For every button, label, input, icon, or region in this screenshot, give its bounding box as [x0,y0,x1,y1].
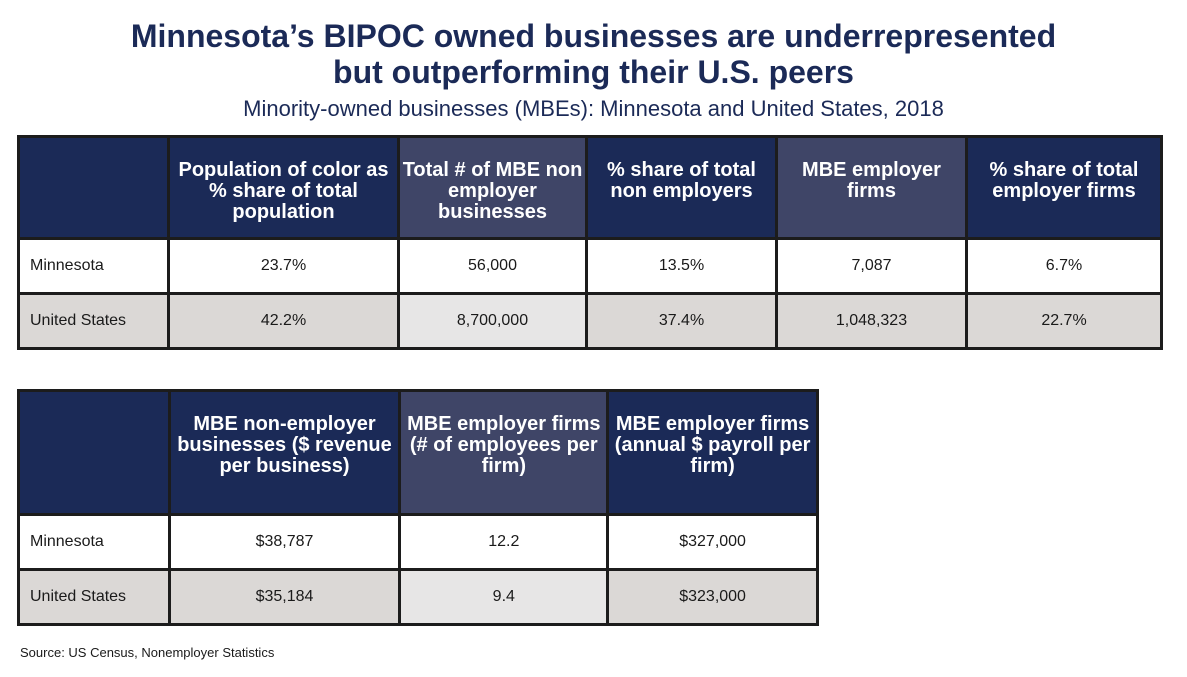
table-cell: 37.4% [587,294,777,349]
header-nonemployer-share: % share of total non employers [587,137,777,239]
table-cell: 9.4 [400,570,608,625]
table-header-row [19,137,1162,239]
table-row [19,239,1162,294]
table-cell: $327,000 [608,515,818,570]
table-cell: 12.2 [400,515,608,570]
header-employees-per-firm: MBE employer firms (# of employees per firm) [400,391,608,515]
table-cell: 22.7% [967,294,1162,349]
header-nonemployer-revenue: MBE non-employer businesses ($ revenue per business) [169,391,400,515]
row-label-united-states: United States [19,570,170,625]
source-note: Source: US Census, Nonemployer Statistics [20,645,275,660]
table-cell: $35,184 [169,570,400,625]
table-cell: 1,048,323 [777,294,967,349]
table-cell: 6.7% [967,239,1162,294]
table-row [19,570,818,625]
table-cell: $38,787 [169,515,400,570]
page-subtitle: Minority-owned businesses (MBEs): Minnesota and United States, 2018 [243,96,944,121]
title-line-1: Minnesota’s BIPOC owned businesses are underrepresented [130,18,1057,54]
table-cell: 42.2% [169,294,399,349]
row-label-minnesota: Minnesota [19,515,170,570]
table-cell: 13.5% [587,239,777,294]
table-cell: $323,000 [608,570,818,625]
table-cell: 8,700,000 [399,294,587,349]
page-title [0,18,1187,90]
header-corner [19,391,170,515]
table-row [19,294,1162,349]
header-nonemployer-count: Total # of MBE non employer businesses [399,137,587,239]
header-employer-firms: MBE employer firms [777,137,967,239]
header-population-of-color: Population of color as % share of total population [169,137,399,239]
mbe-counts-table [17,135,1163,350]
header-employer-share: % share of total employer firms [967,137,1162,239]
header-payroll-per-firm: MBE employer firms (annual $ payroll per firm) [608,391,818,515]
table-header-row [19,391,818,515]
title-line-2: but outperforming their U.S. peers [333,54,854,90]
table-cell: 7,087 [777,239,967,294]
header-corner [19,137,169,239]
row-label-united-states: United States [19,294,169,349]
mbe-performance-table [17,389,819,626]
table-cell: 23.7% [169,239,399,294]
table-cell: 56,000 [399,239,587,294]
row-label-minnesota: Minnesota [19,239,169,294]
table-row [19,515,818,570]
